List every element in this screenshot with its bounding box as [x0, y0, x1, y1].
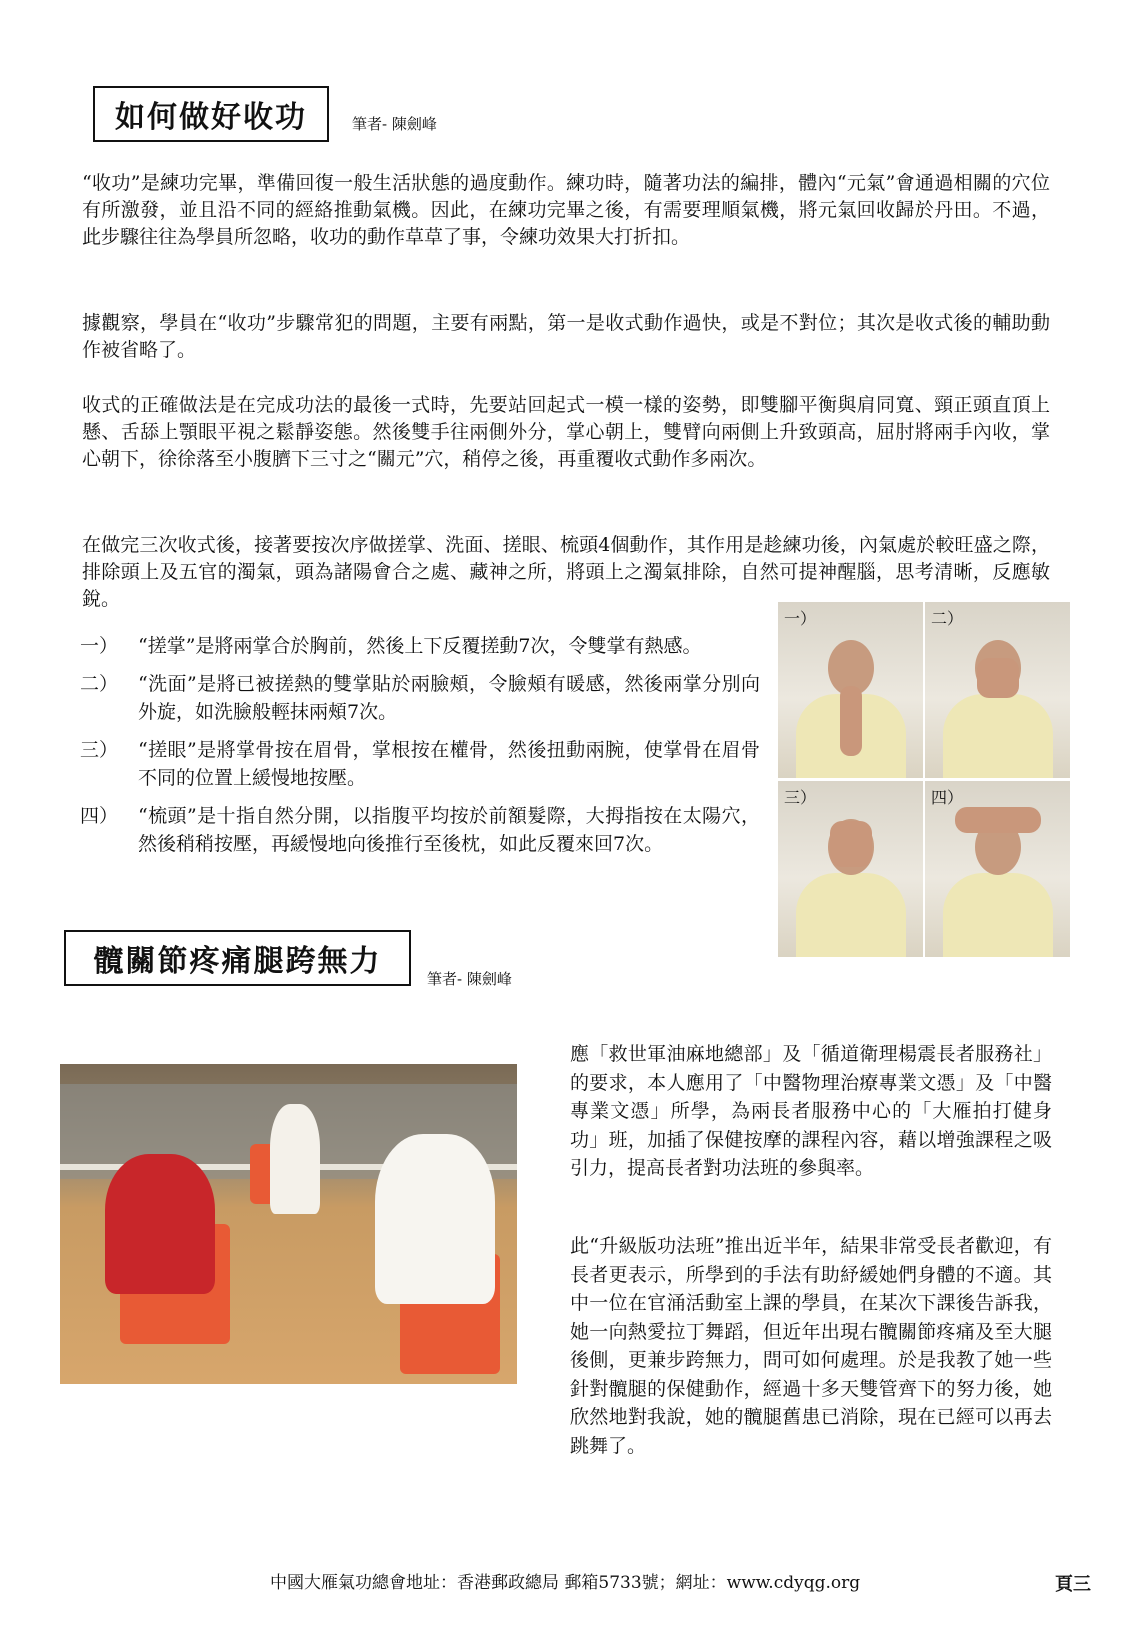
article1-title: 如何做好收功	[93, 86, 329, 142]
photo-label: 二）	[931, 609, 964, 628]
article2-paragraph-2: 此“升級版功法班”推出近半年，結果非常受長者歡迎，有長者更表示，所學到的手法有助紓緩她們身體的不適。其中一位在官涌活動室上課的學員，在某次下課後告訴我，她一向熱愛拉丁舞蹈，但近年出現右髖關節疼痛及至大腿後側，更兼步跨無力，問可如何處理。於是我教了她一些針對髖腿的保健動作，經過十多天雙管齊下的努力後，她欣然地對我說，她的髖腿舊患已消除，現在已經可以再去跳舞了。	[570, 1235, 1052, 1457]
photo-label: 四）	[931, 788, 964, 807]
student-red-shirt	[105, 1154, 215, 1294]
step-number: 三）	[80, 739, 119, 761]
article1-byline: 筆者- 陳劍峰	[352, 115, 437, 133]
step-text: “搓眼”是將掌骨按在眉骨，掌根按在權骨，然後扭動兩腕，使掌骨在眉骨不同的位置上緩慢地按壓。	[138, 739, 760, 789]
person-hands	[955, 807, 1041, 833]
step-text: “洗面”是將已被搓熱的雙掌貼於兩臉頰，令臉頰有暖感，然後兩掌分別向外旋，如洗臉般輕抹兩頰7次。	[138, 673, 760, 723]
person-body	[943, 694, 1053, 778]
article1-paragraph-1: “收功”是練功完畢，準備回復一般生活狀態的過度動作。練功時，隨著功法的編排，體內“元氣”會通過相關的穴位有所激發，並且沿不同的經絡推動氣機。因此，在練功完畢之後，有需要理順氣機，將元氣回收歸於丹田。不過，此步驟往往為學員所忽略，收功的動作草草了事，令練功效果大打折扣。	[82, 172, 1050, 248]
article1-paragraph-3: 收式的正確做法是在完成功法的最後一式時，先要站回起式一模一樣的姿勢，即雙腳平衡與肩同寬、頸正頭直頂上懸、舌舔上顎眼平視之鬆靜姿態。然後雙手往兩側外分，掌心朝上，雙臂向兩側上升致頭高，屈肘將兩手內收，掌心朝下，徐徐落至小腹臍下三寸之“關元”穴，稍停之後，再重覆收式動作多兩次。	[82, 394, 1050, 470]
person-hands	[840, 686, 862, 756]
article2-byline: 筆者- 陳劍峰	[427, 970, 512, 988]
step-photo-3	[778, 781, 923, 957]
list-item	[80, 802, 760, 858]
step-photo-1	[778, 602, 923, 778]
photo-label: 三）	[784, 788, 817, 807]
person-hands	[977, 658, 1019, 698]
instructor	[270, 1104, 320, 1214]
steps-list	[80, 632, 760, 868]
student-white-shirt	[375, 1134, 495, 1304]
person-body	[796, 873, 906, 957]
step-number: 四）	[80, 805, 119, 827]
article2-title: 髖關節疼痛腿跨無力	[64, 930, 411, 986]
photo-label: 一）	[784, 609, 817, 628]
step-text: “梳頭”是十指自然分開，以指腹平均按於前額髮際，大拇指按在太陽穴，然後稍稍按壓，再緩慢地向後推行至後枕，如此反覆來回7次。	[138, 805, 760, 855]
page-number: 頁三	[1055, 1574, 1091, 1595]
step-photo-4	[925, 781, 1070, 957]
list-item	[80, 736, 760, 792]
article2-paragraph-1: 應「救世軍油麻地總部」及「循道衛理楊震長者服務社」的要求，本人應用了「中醫物理治療專業文憑」及「中醫專業文憑」所學，為兩長者服務中心的「大雁拍打健身功」班，加插了保健按摩的課程內容，藉以增強課程之吸引力，提高長者對功法班的參與率。	[570, 1043, 1052, 1179]
step-number: 二）	[80, 673, 119, 695]
person-hands	[830, 821, 872, 867]
class-photo	[60, 1064, 517, 1384]
step-photo-grid	[778, 602, 1070, 957]
step-number: 一）	[80, 635, 119, 657]
article1-paragraph-4: 在做完三次收式後，接著要按次序做搓掌、洗面、搓眼、梳頭4個動作，其作用是趁練功後，內氣處於較旺盛之際，排除頭上及五官的濁氣，頭為諸陽會合之處、藏神之所，將頭上之濁氣排除，自然可提神醒腦，思考清晰，反應敏銳。	[82, 534, 1050, 610]
list-item	[80, 670, 760, 726]
list-item	[80, 632, 760, 660]
step-photo-2	[925, 602, 1070, 778]
article1-paragraph-2: 據觀察，學員在“收功”步驟常犯的問題，主要有兩點，第一是收式動作過快，或是不對位；其次是收式後的輔助動作被省略了。	[82, 312, 1050, 361]
step-text: “搓掌”是將兩掌合於胸前，然後上下反覆搓動7次，令雙掌有熱感。	[138, 635, 702, 657]
person-body	[943, 873, 1053, 957]
footer-address: 中國大雁氣功總會地址：香港郵政總局 郵箱5733號；網址：www.cdyqg.org	[270, 1573, 861, 1593]
